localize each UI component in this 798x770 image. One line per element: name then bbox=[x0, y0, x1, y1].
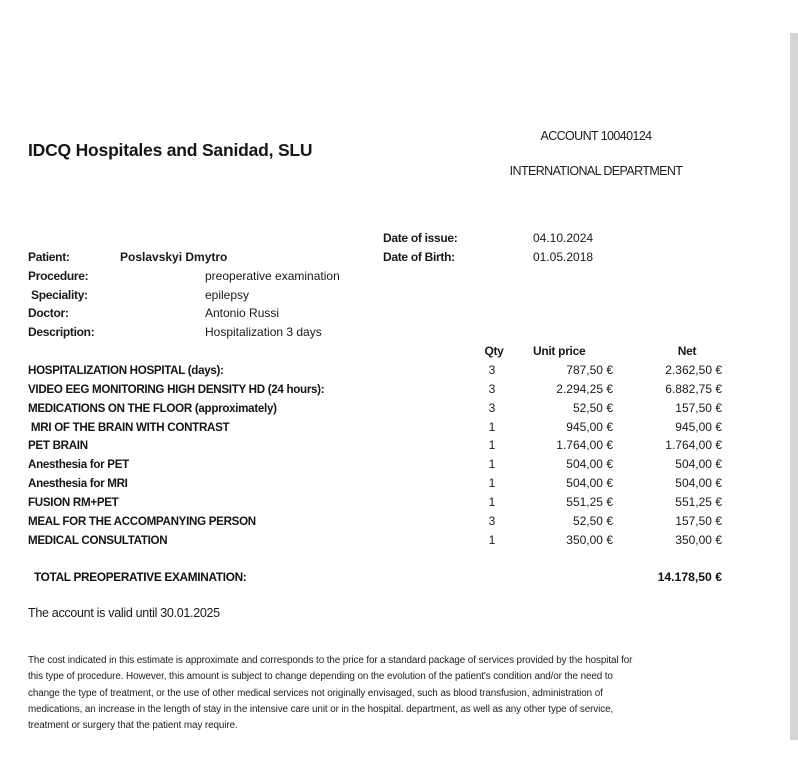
speciality-value: epilepsy bbox=[205, 288, 250, 302]
item-name: MEDICAL CONSULTATION bbox=[28, 533, 168, 547]
disclaimer-paragraph bbox=[28, 653, 788, 734]
procedure-value: preoperative examination bbox=[205, 269, 340, 283]
item-unit-price: 504,00 € bbox=[566, 457, 613, 472]
item-unit-price: 1.764,00 € bbox=[556, 438, 613, 453]
date-of-birth-label: Date of Birth: bbox=[383, 250, 455, 264]
header-right-block bbox=[446, 129, 746, 178]
doctor-value: Antonio Russi bbox=[205, 306, 280, 320]
description-label: Description: bbox=[28, 325, 95, 339]
item-qty: 3 bbox=[488, 363, 496, 377]
item-qty: 1 bbox=[488, 494, 496, 509]
table-row bbox=[28, 382, 728, 401]
description-row bbox=[28, 325, 448, 342]
item-net: 157,50 € bbox=[675, 400, 722, 415]
table-row bbox=[28, 533, 728, 552]
item-qty: 1 bbox=[488, 438, 496, 453]
disclaimer-line: change the type of treatment, or the use of other medical services not originally envisaged, such as blood transfusion, administration of bbox=[28, 687, 603, 699]
vertical-scrollbar[interactable] bbox=[790, 33, 798, 740]
patient-row bbox=[28, 250, 448, 267]
patient-label: Patient: bbox=[28, 250, 70, 264]
item-unit-price: 551,25 € bbox=[566, 494, 613, 509]
net-column-header: Net bbox=[677, 344, 697, 358]
item-unit-price: 52,50 € bbox=[572, 513, 613, 528]
disclaimer-line: The cost indicated in this estimate is approximate and corresponds to the price for a standard package of services provided by the hospital for bbox=[28, 655, 633, 666]
item-name: Anesthesia for PET bbox=[28, 458, 129, 472]
item-name: PET BRAIN bbox=[28, 439, 88, 453]
description-value: Hospitalization 3 days bbox=[205, 325, 322, 339]
doctor-row bbox=[28, 306, 448, 323]
disclaimer-line: medications, an increase in the length of stay in the intensive care unit or in the hospital. department, as well as any other type of service, bbox=[28, 703, 614, 715]
item-net: 2.362,50 € bbox=[665, 363, 722, 377]
item-qty: 1 bbox=[488, 532, 496, 547]
item-qty: 1 bbox=[488, 419, 496, 434]
item-name: Anesthesia for MRI bbox=[28, 477, 128, 491]
date-of-issue-value: 04.10.2024 bbox=[533, 231, 594, 245]
item-net: 6.882,75 € bbox=[665, 381, 722, 396]
item-unit-price: 945,00 € bbox=[566, 419, 613, 434]
item-unit-price: 787,50 € bbox=[566, 363, 613, 377]
line-items-table bbox=[28, 363, 728, 551]
procedure-label: Procedure: bbox=[28, 269, 89, 283]
patient-name: Poslavskyi Dmytro bbox=[120, 250, 228, 264]
item-name: HOSPITALIZATION HOSPITAL (days): bbox=[28, 364, 224, 377]
item-name: MRI OF THE BRAIN WITH CONTRAST bbox=[28, 420, 230, 434]
speciality-row bbox=[28, 288, 448, 305]
item-qty: 3 bbox=[488, 513, 496, 528]
account-number: ACCOUNT 10040124 bbox=[540, 129, 652, 143]
table-row bbox=[28, 401, 728, 420]
item-net: 157,50 € bbox=[675, 513, 722, 528]
table-row bbox=[28, 438, 728, 457]
item-qty: 1 bbox=[488, 457, 496, 472]
item-name: VIDEO EEG MONITORING HIGH DENSITY HD (24 hours): bbox=[28, 382, 325, 396]
item-unit-price: 2.294,25 € bbox=[556, 381, 613, 396]
qty-column-header: Qty bbox=[484, 344, 504, 358]
item-net: 945,00 € bbox=[675, 419, 722, 434]
item-qty: 3 bbox=[488, 381, 496, 396]
item-net: 1.764,00 € bbox=[665, 438, 722, 453]
table-row bbox=[28, 476, 728, 495]
item-qty: 1 bbox=[488, 476, 496, 491]
table-row bbox=[28, 420, 728, 439]
item-name: FUSION RM+PET bbox=[28, 495, 119, 509]
item-unit-price: 350,00 € bbox=[566, 532, 613, 547]
disclaimer-line: this type of procedure. However, this amount is subject to change depending on the evolution of the patient's condition and/or the need to bbox=[28, 671, 613, 683]
item-net: 504,00 € bbox=[675, 457, 722, 472]
procedure-row bbox=[28, 269, 448, 286]
item-unit-price: 52,50 € bbox=[572, 400, 613, 415]
total-row bbox=[28, 570, 722, 588]
item-net: 504,00 € bbox=[675, 476, 722, 491]
table-row bbox=[28, 514, 728, 533]
date-of-birth-value: 01.05.2018 bbox=[533, 250, 594, 264]
department-title: INTERNATIONAL DEPARTMENT bbox=[509, 164, 683, 178]
item-name: MEAL FOR THE ACCOMPANYING PERSON bbox=[28, 514, 256, 528]
total-value: 14.178,50 € bbox=[657, 570, 722, 584]
disclaimer-line: treatment or surgery that the patient may require. bbox=[28, 720, 238, 732]
date-of-issue-row bbox=[383, 231, 723, 248]
item-name: MEDICATIONS ON THE FLOOR (approximately) bbox=[28, 401, 277, 415]
date-of-issue-label: Date of issue: bbox=[383, 231, 458, 245]
item-net: 551,25 € bbox=[675, 494, 722, 509]
doctor-label: Doctor: bbox=[28, 306, 69, 320]
speciality-label: Speciality: bbox=[28, 288, 88, 302]
table-row bbox=[28, 495, 728, 514]
unit-price-column-header: Unit price bbox=[533, 344, 586, 358]
validity-note: The account is valid until 30.01.2025 bbox=[28, 606, 220, 620]
item-unit-price: 504,00 € bbox=[566, 476, 613, 491]
table-row bbox=[28, 457, 728, 476]
total-label: TOTAL PREOPERATIVE EXAMINATION: bbox=[31, 570, 247, 584]
company-title: IDCQ Hospitales and Sanidad, SLU bbox=[28, 140, 313, 160]
item-net: 350,00 € bbox=[675, 532, 722, 547]
table-row bbox=[28, 363, 728, 382]
item-qty: 3 bbox=[488, 400, 496, 415]
